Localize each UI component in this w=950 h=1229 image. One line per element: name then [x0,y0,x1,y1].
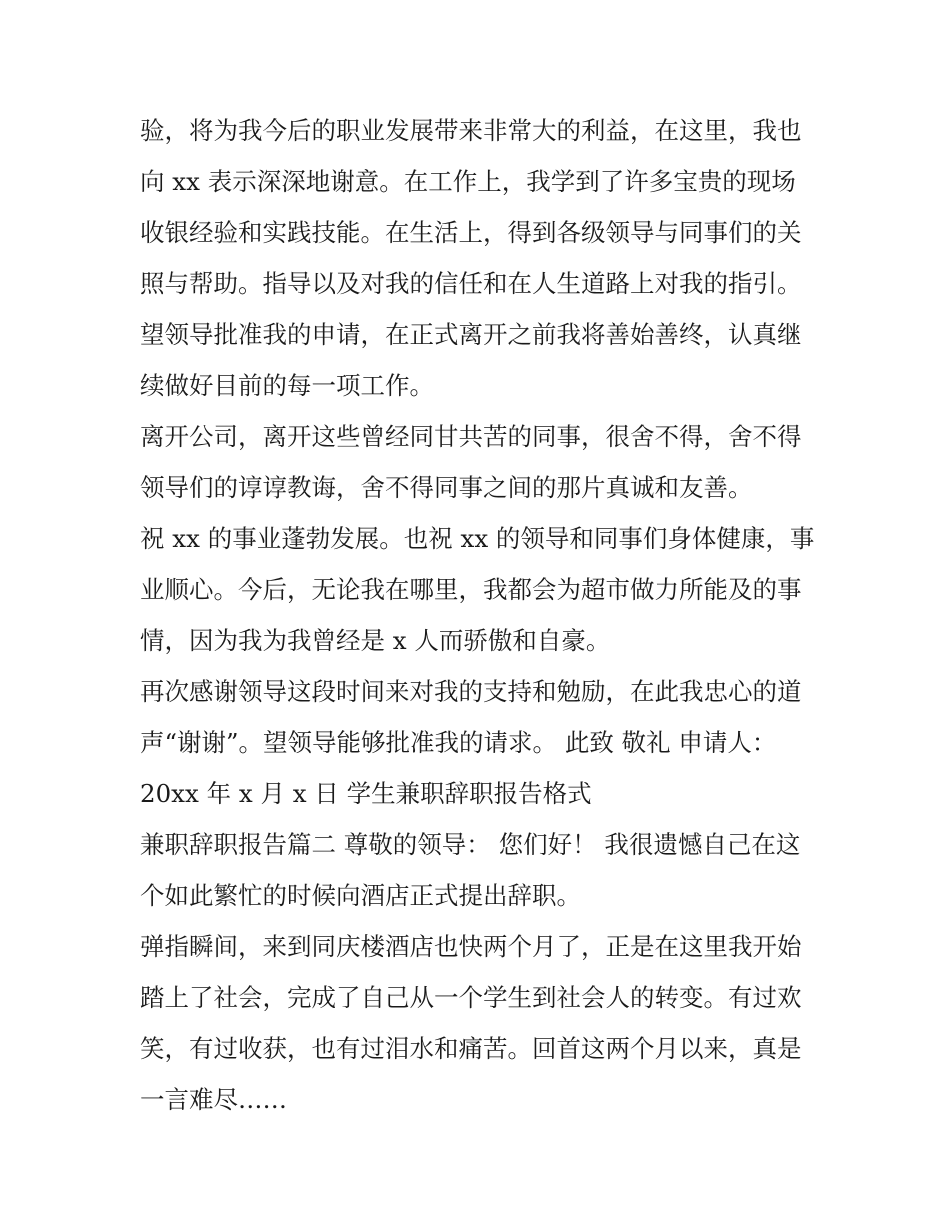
document-body [140,105,820,1125]
text-line: 领导们的谆谆教诲，舍不得同事之间的那片真诚和友善。 [140,473,753,502]
text-line: 向 xx 表示深深地谢意。在工作上，我学到了许多宝贵的现场 [140,167,796,196]
text-line: 收银经验和实践技能。在生活上，得到各级领导与同事们的关 [140,218,802,247]
text-line: 验，将为我今后的职业发展带来非常大的利益，在这里，我也 [140,116,802,145]
text-line: 离开公司，离开这些曾经同甘共苦的同事，很舍不得，舍不得 [140,422,802,451]
text-line: 情，因为我为我曾经是 x 人而骄傲和自豪。 [140,626,611,655]
text-line: 踏上了社会，完成了自己从一个学生到社会人的转变。有过欢 [140,983,802,1012]
text-line: 祝 xx 的事业蓬勃发展。也祝 xx 的领导和同事们身体健康，事 [140,524,815,553]
text-line: 声“谢谢”。望领导能够批准我的请求。 此致 敬礼 申请人： [140,728,777,757]
text-line: 一言难尽…… [140,1085,287,1114]
text-line: 业顺心。今后，无论我在哪里，我都会为超市做力所能及的事 [140,575,802,604]
text-line: 20xx 年 x 月 x 日 学生兼职辞职报告格式 [140,779,592,808]
text-line: 个如此繁忙的时候向酒店正式提出辞职。 [140,881,581,910]
text-line: 笑，有过收获，也有过泪水和痛苦。回首这两个月以来，真是 [140,1034,802,1063]
text-line: 弹指瞬间，来到同庆楼酒店也快两个月了，正是在这里我开始 [140,932,802,961]
text-line: 兼职辞职报告篇二 尊敬的领导： 您们好！ 我很遗憾自己在这 [140,830,801,859]
text-line: 照与帮助。指导以及对我的信任和在人生道路上对我的指引。 [140,269,802,298]
text-line: 续做好目前的每一项工作。 [140,371,434,400]
text-line: 再次感谢领导这段时间来对我的支持和勉励，在此我忠心的道 [140,677,802,706]
text-line: 望领导批准我的申请，在正式离开之前我将善始善终，认真继 [140,320,802,349]
